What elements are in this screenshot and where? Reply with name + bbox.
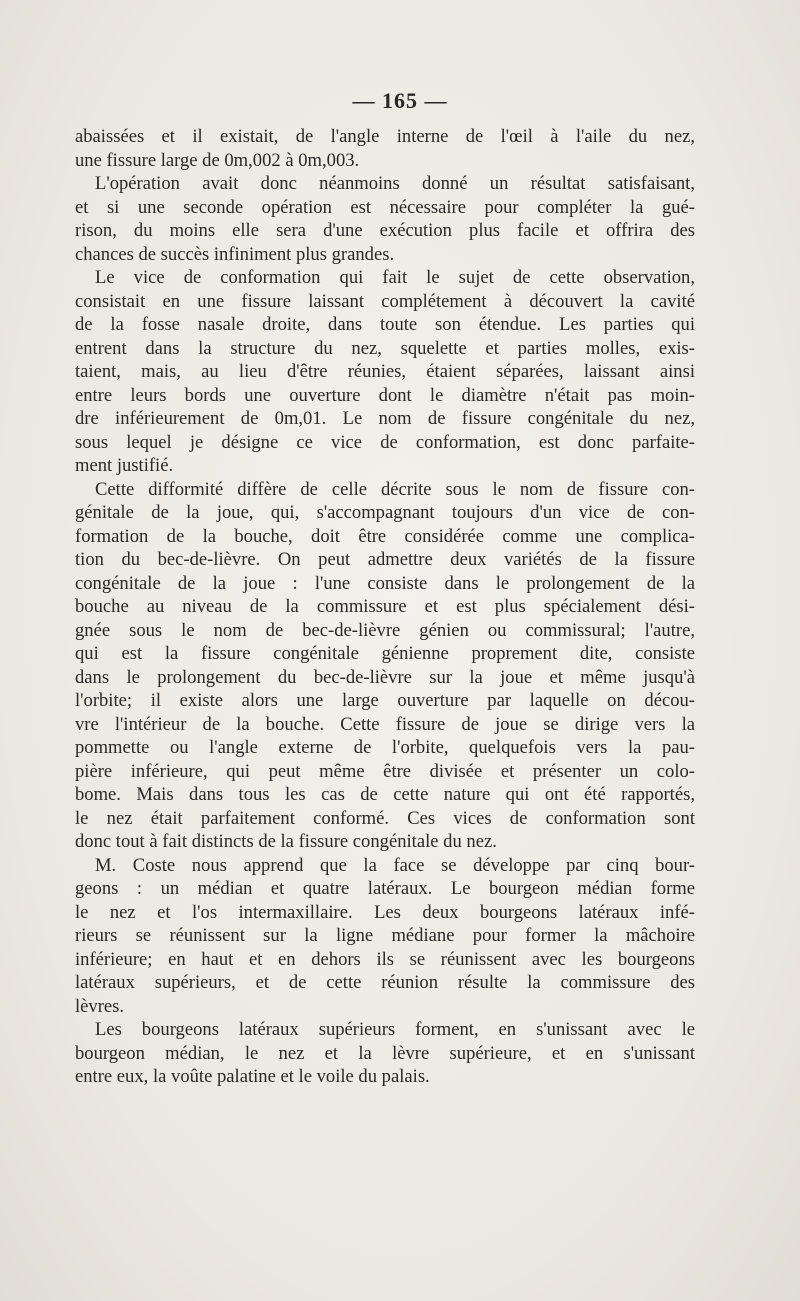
text-line: rieurs se réunissent sur la ligne médiane pour former la mâchoire — [75, 925, 695, 946]
text-line: sous lequel je désigne ce vice de conformation, est donc parfaite- — [75, 431, 695, 453]
text-line: bouche au niveau de la commissure et est plus spécialement dési- — [75, 596, 695, 617]
paragraph-3 — [75, 266, 695, 478]
text-line: abaissées et il existait, de l'angle interne de l'œil à l'aile du nez, — [75, 126, 695, 147]
text-line: bourgeon médian, le nez et la lèvre supérieure, et en s'unissant — [75, 1042, 695, 1064]
text-line: génitale de la joue, qui, s'accompagnant toujours d'un vice de con- — [75, 502, 695, 523]
text-line: pière inférieure, qui peut même être divisée et présenter un colo- — [75, 760, 695, 782]
body-text — [75, 125, 695, 1089]
text-line: entrent dans la structure du nez, squelette et parties molles, exis- — [75, 337, 695, 359]
text-line: lèvres. — [75, 995, 125, 1017]
text-line: et si une seconde opération est nécessaire pour compléter la gué- — [75, 196, 695, 218]
page-number: — 165 — — [352, 88, 448, 113]
text-line: consistait en une fissure laissant complétement à découvert la cavité — [75, 290, 695, 312]
text-line: le nez était parfaitement conformé. Ces vices de conformation sont — [75, 807, 695, 829]
text-line: vre l'intérieur de la bouche. Cette fissure de joue se dirige vers la — [75, 713, 695, 735]
text-line: donc tout à fait distincts de la fissure congénitale du nez. — [75, 831, 497, 852]
text-line: bome. Mais dans tous les cas de cette nature qui ont été rapportés, — [75, 784, 695, 805]
text-line: latéraux supérieurs, et de cette réunion résulte la commissure des — [75, 972, 695, 993]
text-line: inférieure; en haut et en dehors ils se réunissent avec les bourgeons — [75, 948, 695, 970]
text-line: Les bourgeons latéraux supérieurs forment, en s'unissant avec le — [95, 1019, 695, 1040]
text-line: congénitale de la joue : l'une consiste dans le prolongement de la — [75, 572, 695, 594]
text-line: formation de la bouche, doit être considérée comme une complica- — [75, 525, 695, 547]
text-line: une fissure large de 0m,002 à 0m,003. — [75, 149, 360, 171]
text-line: ment justifié. — [75, 455, 174, 476]
paragraph-1 — [75, 125, 695, 172]
text-line: pommette ou l'angle externe de l'orbite, quelquefois vers la pau- — [75, 737, 695, 758]
text-line: entre eux, la voûte palatine et le voile du palais. — [75, 1066, 430, 1087]
text-line: rison, du moins elle sera d'une exécution plus facile et offrira des — [75, 220, 695, 241]
text-line: geons : un médian et quatre latéraux. Le bourgeon médian forme — [75, 878, 695, 899]
text-line: tion du bec-de-lièvre. On peut admettre deux variétés de la fissure — [75, 549, 695, 570]
paragraph-5 — [75, 854, 695, 1019]
text-line: l'orbite; il existe alors une large ouverture par laquelle on décou- — [75, 690, 695, 711]
text-line: Cette difformité diffère de celle décrite sous le nom de fissure con- — [95, 478, 695, 500]
text-line: Le vice de conformation qui fait le sujet de cette observation, — [95, 267, 695, 288]
text-line: qui est la fissure congénitale génienne proprement dite, consiste — [75, 643, 695, 664]
text-line: entre leurs bords une ouverture dont le diamètre n'était pas moin- — [75, 384, 695, 406]
paragraph-4 — [75, 478, 695, 854]
text-line: dans le prolongement du bec-de-lièvre sur la joue et même jusqu'à — [75, 666, 695, 688]
text-line: taient, mais, au lieu d'être réunies, étaient séparées, laissant ainsi — [75, 361, 695, 382]
text-line: M. Coste nous apprend que la face se développe par cinq bour- — [95, 854, 695, 876]
text-line: de la fosse nasale droite, dans toute son étendue. Les parties qui — [75, 314, 695, 335]
text-line: chances de succès infiniment plus grandes. — [75, 243, 395, 265]
text-line: gnée sous le nom de bec-de-lièvre génien ou commissural; l'autre, — [75, 619, 695, 641]
text-line: le nez et l'os intermaxillaire. Les deux bourgeons latéraux infé- — [75, 901, 695, 923]
paragraph-2 — [75, 172, 695, 266]
text-line: L'opération avait donc néanmoins donné un résultat satisfaisant, — [95, 173, 695, 194]
paragraph-6 — [75, 1018, 695, 1089]
text-line: dre inférieurement de 0m,01. Le nom de fissure congénitale du nez, — [75, 408, 695, 429]
